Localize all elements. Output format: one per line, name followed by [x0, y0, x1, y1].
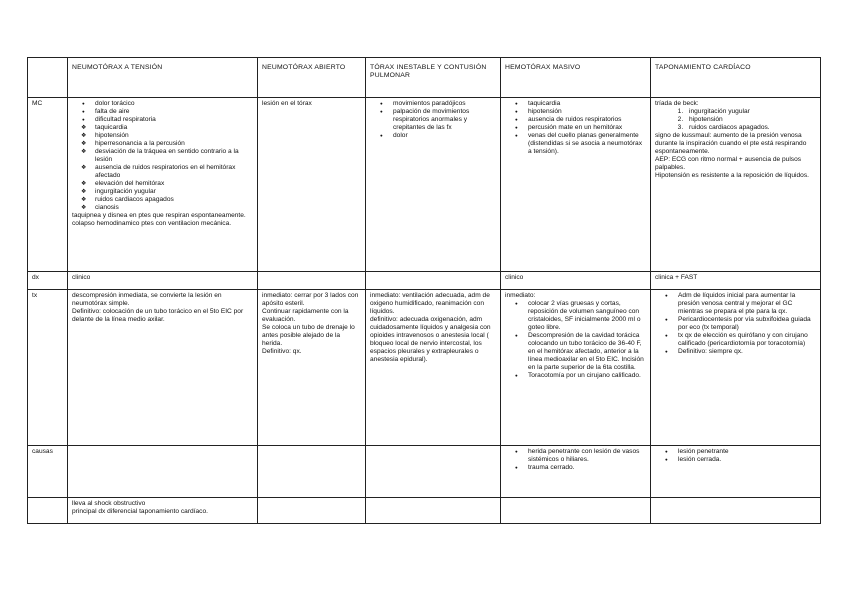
list-item: ● taquicardia — [528, 100, 646, 108]
mc-neumo-tension-diamond-list — [72, 124, 253, 212]
list-item: ● tx qx de elección es quirófano y con cirujano calificado (pericardiotomía por toracotomía) — [678, 332, 816, 348]
footer-note-line: lleva al shock obstructivo — [72, 500, 146, 507]
list-item: ● colocar 2 vías gruesas y cortas, reposición de volumen sanguíneo con cristaloides, SF inicialmente 2000 ml o goteo libre. — [528, 300, 646, 332]
list-item: ● herida penetrante con lesión de vasos sistémicos o hiliares. — [528, 448, 646, 464]
list-item: ● falta de aire — [95, 108, 253, 116]
note-text: AEP: ECG con ritmo normal + ausencia de pulsos palpables. — [655, 156, 802, 171]
list-item: 2. hipotensión — [685, 116, 816, 124]
list-item: ● Definitivo: siempre qx. — [678, 348, 816, 356]
mc-row — [28, 98, 821, 272]
list-item: 3. ruidos cardiacos apagados. — [685, 124, 816, 132]
note-text: signo de kussmaul: aumento de la presión venosa durante la inspiración cuando el pte está respirando espontaneamente. — [655, 132, 807, 155]
triad-intro: tríada de beck: — [655, 100, 699, 107]
tx-neumo-tension — [68, 290, 258, 446]
tx-text: inmediato: ventilación adecuada, adm de oxigeno humidificado, reanimación con líquidos. — [370, 292, 490, 315]
row-label-mc: MC — [28, 98, 68, 272]
list-item: ● lesión penetrante — [678, 448, 816, 456]
clinical-comparison-table — [27, 57, 821, 524]
tx-text: definitivo: adecuada oxigenación, adm cuidadosamente líquidos y analgesia con opioides intravenosos o anestesia local ( bloqueo local de nervio intercostal, los espacios pleurales y extrapleurales o anestesia epidural). — [370, 316, 491, 363]
row-label-causas: causas — [28, 446, 68, 498]
list-item: ● dolor torácico — [95, 100, 253, 108]
dx-row — [28, 272, 821, 290]
tx-taponamiento-list — [655, 292, 816, 356]
triad-list — [655, 108, 816, 132]
list-item: ● percusión mate en un hemitórax — [528, 124, 646, 132]
tx-row — [28, 290, 821, 446]
list-item: ● Adm de líquidos inicial para aumentar la presión venosa central y mejorar el GC mientras se prepara el pte para la qx. — [678, 292, 816, 316]
causas-taponamiento-list — [655, 448, 816, 464]
footer-label-empty — [28, 498, 68, 524]
causas-neumo-abierto — [258, 446, 366, 498]
dx-hemotorax: clinico — [501, 272, 651, 290]
mc-torax-inestable — [366, 98, 501, 272]
header-neumo-abierto: NEUMOTÓRAX ABIERTO — [258, 58, 366, 98]
causas-taponamiento — [651, 446, 821, 498]
list-item: ❖ hiperresonancia a la percusión — [95, 140, 253, 148]
row-label-tx: tx — [28, 290, 68, 446]
mc-neumo-tension-dot-list — [72, 100, 253, 124]
tx-text: Se coloca un tubo de drenaje lo antes posible alejado de la herida. — [262, 324, 355, 347]
header-torax-inestable: TÓRAX INESTABLE Y CONTUSIÓN PULMONAR — [366, 58, 501, 98]
mc-neumo-tension — [68, 98, 258, 272]
note-text: colapso hemodinamico ptes con ventilacion mecánica. — [72, 220, 232, 227]
footer-empty — [501, 498, 651, 524]
mc-hemotorax-list — [505, 100, 646, 156]
tx-hemotorax — [501, 290, 651, 446]
list-item: 1. ingurgitación yugular — [685, 108, 816, 116]
list-item: ❖ elevación del hemitórax — [95, 180, 253, 188]
list-item: ❖ ruidos cardiacos apagados — [95, 196, 253, 204]
footer-empty — [366, 498, 501, 524]
mc-torax-inestable-list — [370, 100, 496, 140]
corner-cell — [28, 58, 68, 98]
header-taponamiento: TAPONAMIENTO CARDÍACO — [651, 58, 821, 98]
list-item: ❖ desviación de la tráquea en sentido contrario a la lesión — [95, 148, 253, 164]
list-item: ❖ cianosis — [95, 204, 253, 212]
tx-text: Continuar rapidamente con la evaluación. — [262, 308, 349, 323]
list-item: ● palpación de movimientos respiratorios anormales y crepitantes de las fx — [393, 108, 496, 132]
dx-taponamiento: clinica + FAST — [651, 272, 821, 290]
list-item: ● lesión cerrada. — [678, 456, 816, 464]
note-text: taquipnea y disnea en ptes que respiran espontaneamente. — [72, 212, 246, 219]
mc-neumo-abierto: lesión en el tórax — [258, 98, 366, 272]
causas-row — [28, 446, 821, 498]
list-item: ● dolor — [393, 132, 496, 140]
list-item: ● ausencia de ruidos respiratorios — [528, 116, 646, 124]
list-item: ● dificultad respiratoria — [95, 116, 253, 124]
list-item: ❖ ingurgitación yugular — [95, 188, 253, 196]
list-item: ❖ taquicardia — [95, 124, 253, 132]
causas-torax-inestable — [366, 446, 501, 498]
dx-neumo-abierto — [258, 272, 366, 290]
tx-text: descompresión inmediata, se convierte la lesión en neumotórax simple. — [72, 292, 222, 307]
footer-row — [28, 498, 821, 524]
tx-text: Definitivo: colocación de un tubo torácico en el 5to EIC por delante de la línea medio axilar. — [72, 308, 244, 323]
list-item: ❖ ausencia de ruidos respiratorios en el hemitórax afectado — [95, 164, 253, 180]
mc-hemotorax — [501, 98, 651, 272]
mc-taponamiento — [651, 98, 821, 272]
header-row — [28, 58, 821, 98]
footer-empty — [258, 498, 366, 524]
list-item: ● Toracotomía por un cirujano calificado. — [528, 372, 646, 380]
tx-taponamiento — [651, 290, 821, 446]
header-hemotorax: HEMOTÓRAX MASIVO — [501, 58, 651, 98]
list-item: ● trauma cerrado. — [528, 464, 646, 472]
tx-text: Definitivo: qx. — [262, 348, 302, 355]
tx-torax-inestable — [366, 290, 501, 446]
list-item: ❖ hipotensión — [95, 132, 253, 140]
dx-torax-inestable — [366, 272, 501, 290]
list-item: ● movimientos paradójicos — [393, 100, 496, 108]
list-item: ● Pericardiocentesis por vía subxifoidea guiada por eco (tx temporal) — [678, 316, 816, 332]
footer-note-line: principal dx diferencial taponamiento cardíaco. — [72, 508, 208, 515]
causas-hemotorax — [501, 446, 651, 498]
footer-empty — [651, 498, 821, 524]
tx-hemotorax-list — [505, 300, 646, 380]
row-label-dx: dx — [28, 272, 68, 290]
tx-text: inmediato: cerrar por 3 lados con apósito esteril. — [262, 292, 359, 307]
tx-intro: inmediato: — [505, 292, 536, 299]
causas-hemotorax-list — [505, 448, 646, 472]
list-item: ● venas del cuello planas generalmente (distendidas si se asocia a neumotórax a tensión). — [528, 132, 646, 156]
tx-neumo-abierto — [258, 290, 366, 446]
header-neumo-tension: NEUMOTÓRAX A TENSIÓN — [68, 58, 258, 98]
causas-neumo-tension — [68, 446, 258, 498]
dx-neumo-tension: clinico — [68, 272, 258, 290]
list-item: ● hipotensión — [528, 108, 646, 116]
list-item: ● Descompresión de la cavidad torácica colocando un tubo torácico de 36-40 F, en el hemitórax afectado, anterior a la línea medioaxilar en el 5to EIC. Incisión en la parte superior de la 6ta costilla. — [528, 332, 646, 372]
footer-note — [68, 498, 258, 524]
note-text: Hipotensión es resistente a la reposición de líquidos. — [655, 172, 809, 179]
